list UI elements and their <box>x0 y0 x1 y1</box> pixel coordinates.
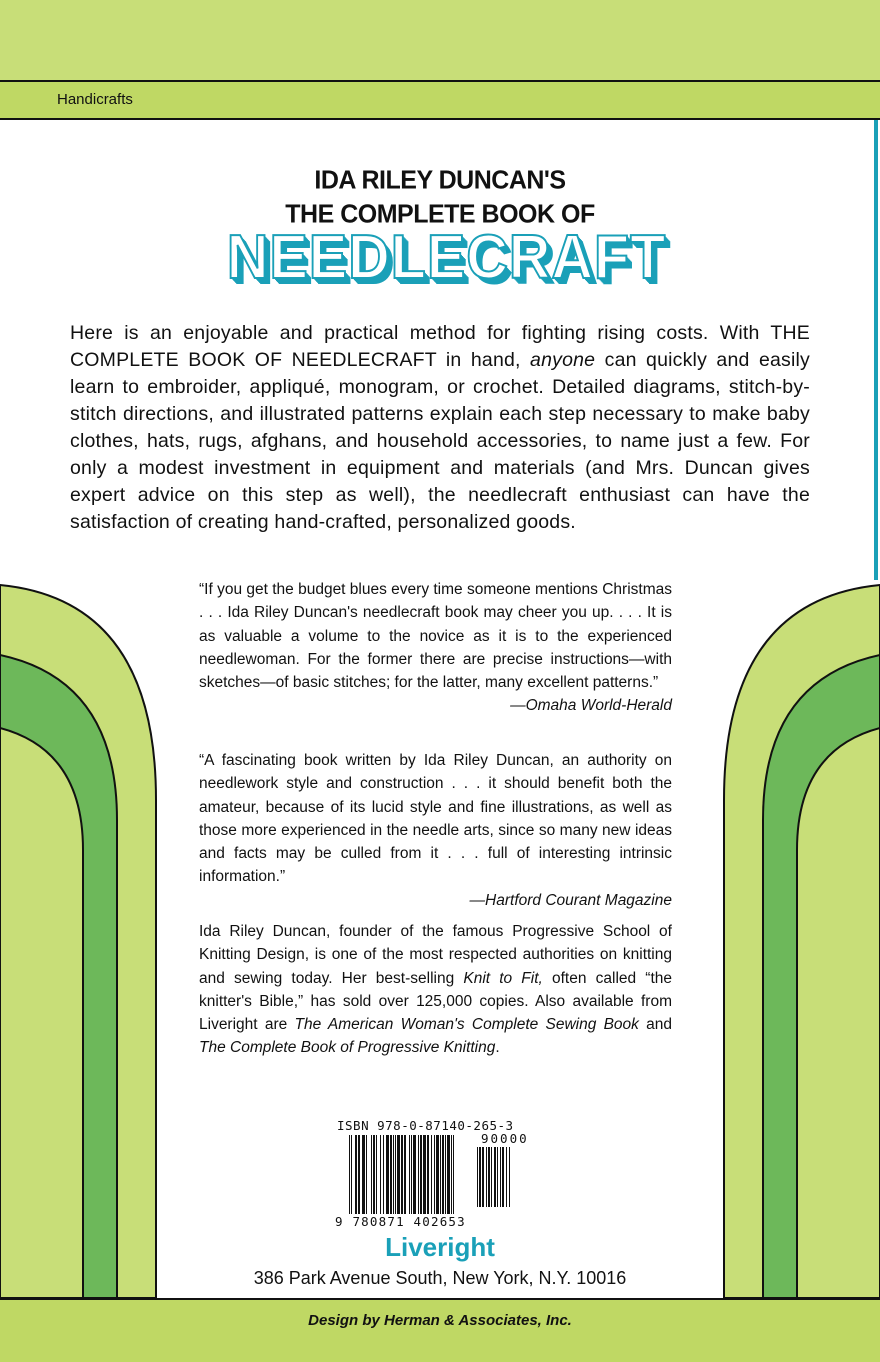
publisher-address: 386 Park Avenue South, New York, N.Y. 10016 <box>253 1268 627 1288</box>
footer-band <box>0 1298 880 1362</box>
bio-text: often called “the knitter's Bible,” has sold over 125,000 copies. Also available from Liveright are <box>199 969 672 1034</box>
design-credit: Design by Herman & Associates, Inc. <box>308 1312 572 1329</box>
publisher-logo: Liveright <box>385 1232 495 1262</box>
review-source: —Hartford Courant Magazine <box>469 891 672 909</box>
intro-text: can quickly and easily learn to embroider, appliqué, monogram, or crochet. Detailed diagrams, stitch-by-stitch directions, and illustrated patterns explain each step necessary to make baby clothes, hats, rugs, afghans, and household accessories, to name just a few. For only a modest investment in equipment and materials (and Mrs. Duncan gives expert advice on this step as well), the needlecraft enthusiast can have the satisfaction of creating hand-crafted, personalized goods. <box>70 349 810 533</box>
review-omaha <box>199 578 672 718</box>
subtitle: THE COMPLETE BOOK OF <box>285 199 595 229</box>
bio-book-title: Knit to Fit, <box>463 969 543 987</box>
book-title-needlecraft: NEEDLECRAFT <box>226 223 667 292</box>
intro-emphasis: anyone <box>530 349 596 371</box>
barcode-main-bars <box>349 1135 454 1215</box>
bio-book-title: The Complete Book of Progressive Knitting <box>199 1039 496 1057</box>
review-quote: “A fascinating book written by Ida Riley Duncan, an authority on needlework style and construction . . . it should benefit both the amateur, because of its lucid style and fine illustrations, as well as those more experienced in the needle arts, since so many new ideas and facts may be culled from it . . . full of interesting intrinsic information.” <box>199 752 672 886</box>
isbn-number: ISBN 978-0-87140-265-3 <box>337 1118 514 1133</box>
right-arch-inner <box>797 728 880 1298</box>
barcode-addon-bars <box>477 1147 511 1207</box>
barcode-addon-number: 90000 <box>481 1131 529 1146</box>
category-label: Handicrafts <box>57 91 133 108</box>
bio-text: Ida Riley Duncan, founder of the famous Progressive School of Knitting Design, is one of the most respected authorities on knitting and sewing today. Her best-selling <box>199 923 672 987</box>
bio-book-title: The American Woman's Complete Sewing Book <box>294 1016 639 1034</box>
barcode-bar <box>453 1135 454 1215</box>
bio-text: . <box>495 1039 500 1057</box>
author-title: IDA RILEY DUNCAN'S <box>314 165 566 195</box>
review-quote: “If you get the budget blues every time someone mentions Christmas . . . Ida Riley Duncan's needlecraft book may cheer you up. . . . It is as valuable a volume to the novice as it is to the experienced needlewoman. For the former there are precise instructions—with sketches—of basic stitches; for the latter, many excellent patterns.” <box>199 581 672 692</box>
barcode-bar <box>510 1147 511 1207</box>
intro-text: Here is an enjoyable and practical method for fighting rising costs. With THE COMPLETE BOOK OF NEEDLECRAFT in hand, <box>70 322 810 371</box>
left-arch-inner <box>0 728 83 1298</box>
barcode <box>335 1118 565 1233</box>
barcode-digits: 9 780871 402653 <box>335 1214 466 1229</box>
review-hartford <box>199 749 672 912</box>
intro-paragraph <box>70 320 810 536</box>
bio-text: and <box>638 1016 673 1034</box>
review-source: —Omaha World-Herald <box>510 697 672 715</box>
author-bio <box>199 920 672 1060</box>
